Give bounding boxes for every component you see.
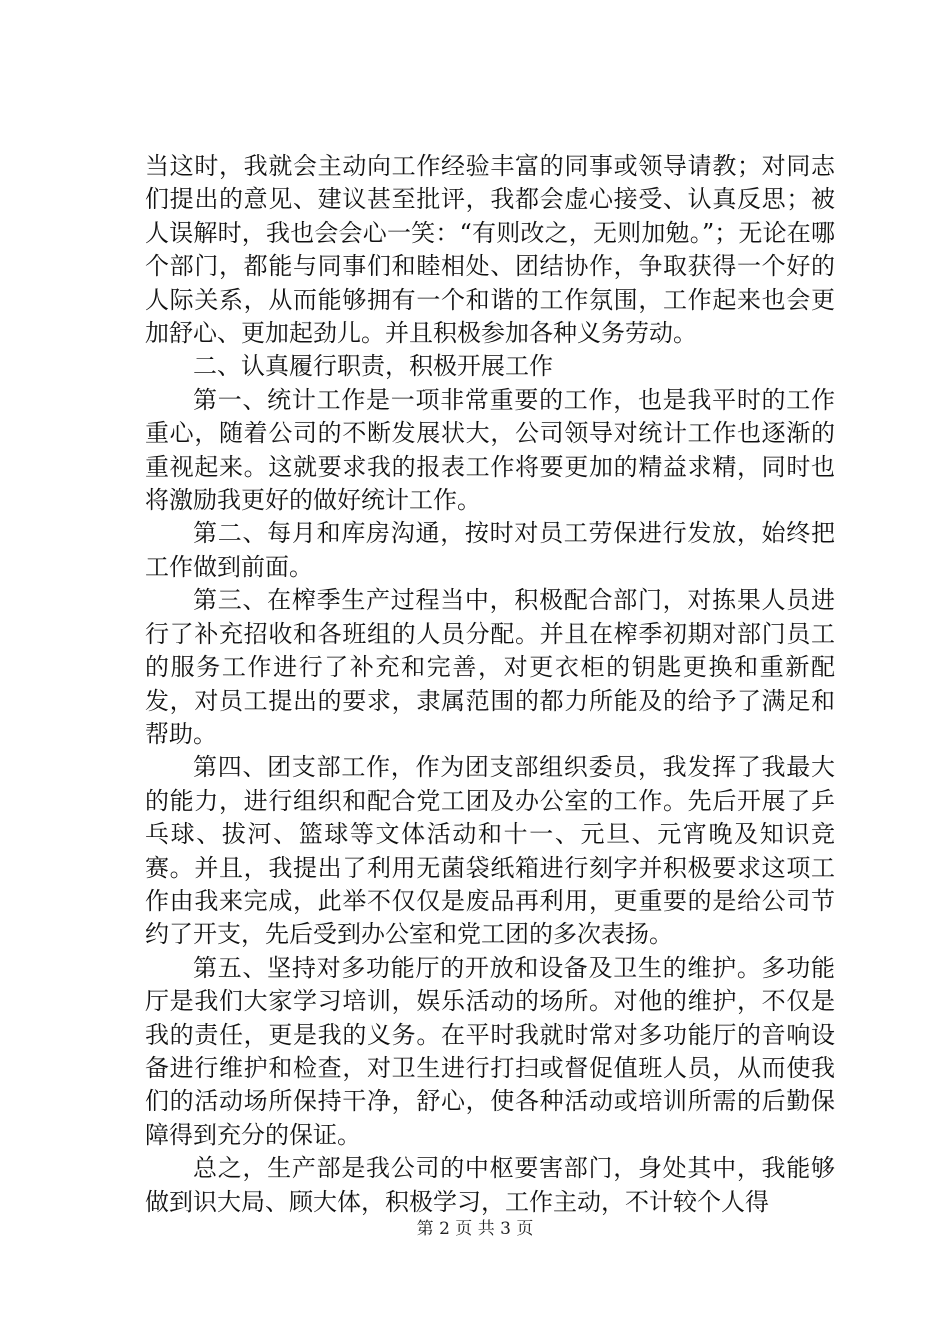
page-number-footer: 第 2 页 共 3 页 (416, 1219, 534, 1239)
section-heading: 二、认真履行职责，积极开展工作 (193, 352, 553, 381)
document-body (145, 150, 835, 1219)
paragraph-continuation: 当这时，我就会主动向工作经验丰富的同事或领导请教；对同志们提出的意见、建议甚至批评，我都会虚心接受、认真反思；被人误解时，我也会会心一笑：“有则改之，无则加勉。”；无论在哪个部门，都能与同事们和睦相处、团结协作，争取获得一个好的人际关系，从而能够拥有一个和谐的工作氛围，工作起来也会更加舒心、更加起劲儿。并且积极参加各种义务劳动。 (145, 152, 835, 348)
paragraph-item-3: 第三、在榨季生产过程当中，积极配合部门，对拣果人员进行了补充招收和各班组的人员分配。并且在榨季初期对部门员工的服务工作进行了补充和完善，对更衣柜的钥匙更换和重新配发，对员工提出的要求，隶属范围的都力所能及的给予了满足和帮助。 (145, 586, 835, 748)
paragraph-item-4: 第四、团支部工作，作为团支部组织委员，我发挥了我最大的能力，进行组织和配合党工团及办公室的工作。先后开展了乒乓球、拔河、篮球等文体活动和十一、元旦、元宵晚及知识竞赛。并且，我提出了利用无菌袋纸箱进行刻字并积极要求这项工作由我来完成，此举不仅仅是废品再利用，更重要的是给公司节约了开支，先后受到办公室和党工团的多次表扬。 (145, 753, 835, 949)
paragraph-item-1: 第一、统计工作是一项非常重要的工作，也是我平时的工作重心，随着公司的不断发展状大，公司领导对统计工作也逐渐的重视起来。这就要求我的报表工作将要更加的精益求精，同时也将激励我更好的做好统计工作。 (145, 385, 835, 515)
paragraph-item-2: 第二、每月和库房沟通，按时对员工劳保进行发放，始终把工作做到前面。 (145, 519, 835, 581)
paragraph-item-5: 第五、坚持对多功能厅的开放和设备及卫生的维护。多功能厅是我们大家学习培训，娱乐活动的场所。对他的维护，不仅是我的责任，更是我的义务。在平时我就时常对多功能厅的音响设备进行维护和检查，对卫生进行打扫或督促值班人员，从而使我们的活动场所保持干净，舒心，使各种活动或培训所需的后勤保障得到充分的保证。 (145, 953, 835, 1149)
paragraph-summary: 总之，生产部是我公司的中枢要害部门，身处其中，我能够做到识大局、顾大体，积极学习，工作主动，不计较个人得 (145, 1154, 835, 1216)
